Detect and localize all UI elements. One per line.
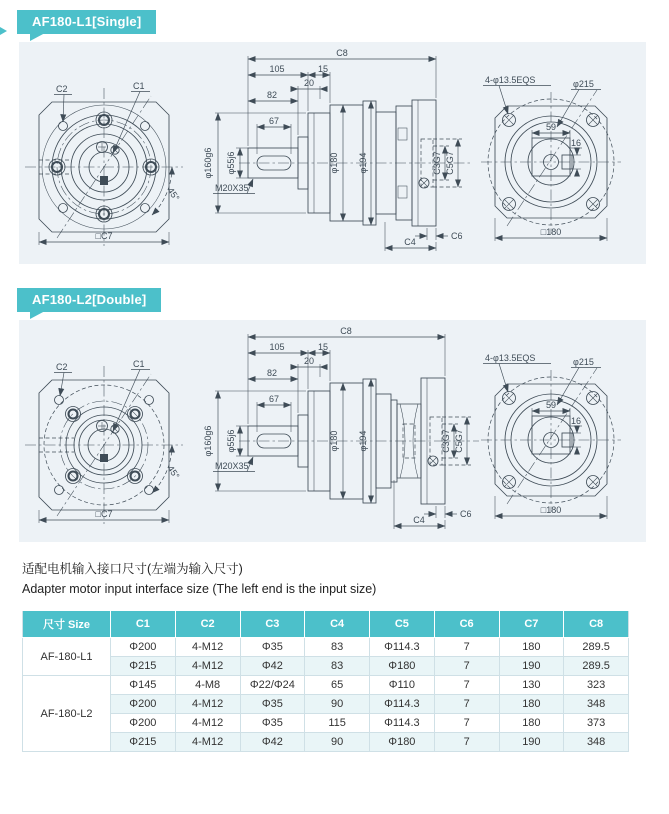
section-badge-l1 xyxy=(17,10,156,34)
spec-cell: 7 xyxy=(434,714,499,733)
spec-table-head-row xyxy=(23,611,629,638)
dim-shaft-dia: φ55j6 xyxy=(226,151,236,175)
dim-16: 16 xyxy=(571,416,582,426)
dim-c3: C3G7 xyxy=(432,151,442,175)
spec-cell: Φ114.3 xyxy=(370,714,435,733)
spec-cell: 323 xyxy=(564,676,629,695)
dim-20: 20 xyxy=(303,356,315,366)
spec-cell: 7 xyxy=(434,657,499,676)
spec-cell: 4-M8 xyxy=(175,676,240,695)
dim-c4: C4 xyxy=(404,237,416,247)
dim-20: 20 xyxy=(303,78,315,88)
spec-cell: Φ42 xyxy=(240,657,305,676)
spec-cell: 90 xyxy=(305,733,370,752)
spec-cell: 130 xyxy=(499,676,564,695)
dim-c5: C5G7 xyxy=(445,151,455,175)
dim-angle: 45° xyxy=(165,463,182,481)
table-row xyxy=(23,733,629,752)
dim-c5: C5G7 xyxy=(454,429,464,453)
dim-c6: C6 xyxy=(451,231,463,241)
dim-c7: □C7 xyxy=(95,509,113,519)
spec-cell: 4-M12 xyxy=(175,714,240,733)
drawing-panel-l1 xyxy=(19,42,646,264)
front-view-l2 xyxy=(25,359,183,524)
spec-cell: Φ114.3 xyxy=(370,638,435,657)
dim-dia215: φ215 xyxy=(573,357,594,367)
spec-cell: 90 xyxy=(305,695,370,714)
technical-drawing-l2 xyxy=(19,320,646,542)
dim-thread: M20X35 xyxy=(215,183,249,193)
dim-holes: 4-φ13.5EQS xyxy=(485,75,536,85)
table-row xyxy=(23,676,629,695)
dim-c8: C8 xyxy=(336,48,348,58)
spec-cell: Φ145 xyxy=(111,676,176,695)
row-group-label: AF-180-L2 xyxy=(23,676,111,752)
spec-cell: 4-M12 xyxy=(175,695,240,714)
column-header: C5 xyxy=(370,611,435,638)
spec-cell: 180 xyxy=(499,638,564,657)
column-header: 尺寸 Size xyxy=(23,611,111,638)
column-header: C2 xyxy=(175,611,240,638)
dim-c2: C2 xyxy=(56,84,68,94)
dim-body-dia: φ180 xyxy=(329,430,339,452)
spec-cell: 7 xyxy=(434,638,499,657)
table-row xyxy=(23,638,629,657)
dim-body-dia: φ180 xyxy=(329,152,339,174)
spec-cell: 180 xyxy=(499,714,564,733)
dim-16: 16 xyxy=(571,138,582,148)
drawing-panel-l2 xyxy=(19,320,646,542)
side-view-l2 xyxy=(203,326,479,529)
dim-105: 105 xyxy=(269,64,285,74)
dim-ring-dia: φ194 xyxy=(358,430,368,452)
spec-cell: Φ215 xyxy=(111,657,176,676)
spec-cell: 7 xyxy=(434,695,499,714)
column-header: C1 xyxy=(111,611,176,638)
section-badge-l1-label: AF180-L1[Single] xyxy=(32,14,142,29)
spec-cell: Φ110 xyxy=(370,676,435,695)
caption-zh: 适配电机输入接口尺寸(左端为输入尺寸) xyxy=(22,562,243,576)
spec-cell: 289.5 xyxy=(564,638,629,657)
dim-105: 105 xyxy=(269,342,285,352)
spec-cell: 373 xyxy=(564,714,629,733)
spec-table-body xyxy=(23,638,629,752)
dim-180: □180 xyxy=(540,505,562,515)
spec-cell: 348 xyxy=(564,733,629,752)
spec-cell: 4-M12 xyxy=(175,638,240,657)
table-row xyxy=(23,657,629,676)
dim-c8: C8 xyxy=(340,326,352,336)
spec-cell: Φ22/Φ24 xyxy=(240,676,305,695)
spec-cell: Φ200 xyxy=(111,695,176,714)
spec-cell: 4-M12 xyxy=(175,657,240,676)
dim-67: 67 xyxy=(268,116,280,126)
dim-c1: C1 xyxy=(133,359,145,369)
dim-82: 82 xyxy=(266,90,278,100)
spec-cell: 115 xyxy=(305,714,370,733)
dim-flange-dia: φ160g6 xyxy=(203,425,213,457)
dim-67: 67 xyxy=(268,394,280,404)
spec-table xyxy=(22,611,629,752)
row-group-label: AF-180-L1 xyxy=(23,638,111,676)
spec-cell: Φ114.3 xyxy=(370,695,435,714)
spec-cell: Φ180 xyxy=(370,733,435,752)
spec-cell: 65 xyxy=(305,676,370,695)
dim-dia215: φ215 xyxy=(573,79,594,89)
dim-thread: M20X35 xyxy=(215,461,249,471)
caption-en: Adapter motor input interface size (The left end is the input size) xyxy=(22,582,377,596)
spec-cell: 190 xyxy=(499,657,564,676)
column-header: C4 xyxy=(305,611,370,638)
section-badge-l2-label: AF180-L2[Double] xyxy=(32,292,147,307)
dim-82: 82 xyxy=(266,368,278,378)
spec-cell: Φ200 xyxy=(111,638,176,657)
dim-holes: 4-φ13.5EQS xyxy=(485,353,536,363)
spec-cell: Φ35 xyxy=(240,714,305,733)
back-view-l1 xyxy=(481,75,621,241)
caption xyxy=(22,559,669,599)
spec-cell: Φ35 xyxy=(240,695,305,714)
spec-cell: Φ180 xyxy=(370,657,435,676)
spec-cell: Φ42 xyxy=(240,733,305,752)
dim-c2: C2 xyxy=(56,362,68,372)
dim-c3: C3G7 xyxy=(441,429,451,453)
column-header: C6 xyxy=(434,611,499,638)
section-badge-l2 xyxy=(17,288,161,312)
dim-180: □180 xyxy=(540,227,562,237)
spec-cell: Φ35 xyxy=(240,638,305,657)
table-row xyxy=(23,695,629,714)
dim-angle: 45° xyxy=(165,185,182,203)
front-view-l1 xyxy=(25,81,183,246)
spec-cell: 83 xyxy=(305,638,370,657)
dim-c4: C4 xyxy=(413,515,425,525)
spec-cell: 348 xyxy=(564,695,629,714)
dim-c1: C1 xyxy=(133,81,145,91)
dim-59: 59 xyxy=(545,400,557,410)
spec-cell: 190 xyxy=(499,733,564,752)
page-edge-accent xyxy=(0,27,7,35)
dim-c6: C6 xyxy=(460,509,472,519)
spec-cell: 83 xyxy=(305,657,370,676)
column-header: C7 xyxy=(499,611,564,638)
dim-15: 15 xyxy=(317,342,329,352)
column-header: C8 xyxy=(564,611,629,638)
technical-drawing-l1 xyxy=(19,42,646,264)
back-view-l2 xyxy=(481,353,621,519)
side-view-l1 xyxy=(203,48,471,251)
spec-cell: 180 xyxy=(499,695,564,714)
dim-flange-dia: φ160g6 xyxy=(203,147,213,179)
spec-cell: Φ215 xyxy=(111,733,176,752)
spec-cell: Φ200 xyxy=(111,714,176,733)
table-row xyxy=(23,714,629,733)
spec-cell: 7 xyxy=(434,733,499,752)
dim-59: 59 xyxy=(545,122,557,132)
column-header: C3 xyxy=(240,611,305,638)
spec-cell: 7 xyxy=(434,676,499,695)
dim-c7: □C7 xyxy=(95,231,113,241)
dim-shaft-dia: φ55j6 xyxy=(226,429,236,453)
spec-cell: 4-M12 xyxy=(175,733,240,752)
spec-cell: 289.5 xyxy=(564,657,629,676)
dim-ring-dia: φ194 xyxy=(358,152,368,174)
dim-15: 15 xyxy=(317,64,329,74)
